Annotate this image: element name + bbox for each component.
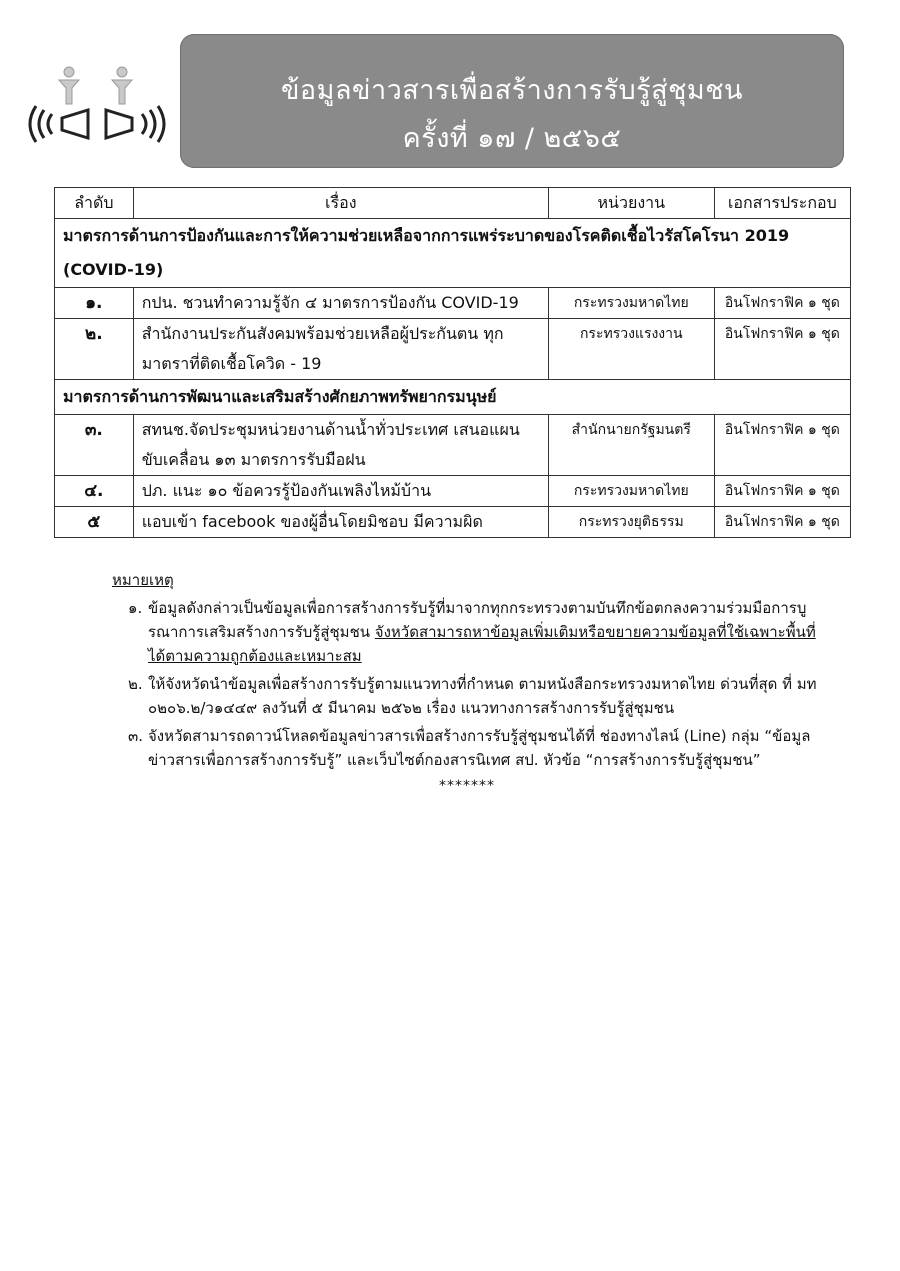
row-title: แอบเข้า facebook ของผู้อื่นโดยมิชอบ มีความผิด <box>133 507 548 538</box>
title-banner <box>180 34 844 168</box>
table-row <box>55 319 851 380</box>
news-table <box>54 187 851 538</box>
row-doc: อินโฟกราฟิค ๑ ชุด <box>714 476 850 507</box>
row-title: สทนช.จัดประชุมหน่วยงานด้านน้ำทั่วประเทศ เสนอแผนขับเคลื่อน ๑๓ มาตรการรับมือฝน <box>133 415 548 476</box>
note-text: ข้อมูลดังกล่าวเป็นข้อมูลเพื่อการสร้างการรับรู้ที่มาจากทุกกระทรวงตามบันทึกข้อตกลงความร่วมมือการบูรณาการเสริมสร้างการรับรู้สู่ชุมชน <box>148 599 807 641</box>
section-human-resources: มาตรการด้านการพัฒนาและเสริมสร้างศักยภาพทรัพยากรมนุษย์ <box>55 380 851 415</box>
row-title: สำนักงานประกันสังคมพร้อมช่วยเหลือผู้ประกันตน ทุกมาตราที่ติดเชื้อโควิด - 19 <box>133 319 548 380</box>
header-doc: เอกสารประกอบ <box>714 188 850 219</box>
issue-number: ครั้งที่ ๑๗ / ๒๕๖๕ <box>402 123 622 154</box>
note-text: ให้จังหวัดนำข้อมูลเพื่อสร้างการรับรู้ตามแนวทางที่กำหนด ตามหนังสือกระทรวงมหาดไทย ด่วนที่สุด ที่ มท ๐๒๐๖.๒/ว๑๔๔๙ ลงวันที่ ๕ มีนาคม ๒๕๖๒ เรื่อง แนวทางการสร้างการรับรู้สู่ชุมชน <box>148 675 817 717</box>
people-megaphone-logo-icon <box>22 60 172 150</box>
note-number: ๓. <box>128 727 144 745</box>
row-no: ๑. <box>55 288 134 319</box>
row-doc: อินโฟกราฟิค ๑ ชุด <box>714 507 850 538</box>
row-title: กปน. ชวนทำความรู้จัก ๔ มาตรการป้องกัน COVID-19 <box>133 288 548 319</box>
section-covid: มาตรการด้านการป้องกันและการให้ความช่วยเหลือจากการแพร่ระบาดของโรคติดเชื้อไวรัสโคโรนา 2019 (COVID-19) <box>55 219 851 288</box>
table-row <box>55 507 851 538</box>
row-no: ๓. <box>55 415 134 476</box>
note-number: ๑. <box>128 599 143 617</box>
row-doc: อินโฟกราฟิค ๑ ชุด <box>714 288 850 319</box>
notes-section <box>112 568 822 798</box>
row-no: ๕ <box>55 507 134 538</box>
table-row <box>55 415 851 476</box>
note-item <box>112 672 822 720</box>
page-title: ข้อมูลข่าวสารเพื่อสร้างการรับรู้สู่ชุมชน <box>280 75 744 106</box>
table-header-row <box>55 188 851 219</box>
header-agency: หน่วยงาน <box>548 188 714 219</box>
table-row <box>55 288 851 319</box>
row-agency: กระทรวงยุติธรรม <box>548 507 714 538</box>
section-row <box>55 380 851 415</box>
notes-title: หมายเหตุ <box>112 571 174 589</box>
note-number: ๒. <box>128 675 143 693</box>
row-agency: กระทรวงมหาดไทย <box>548 288 714 319</box>
row-doc: อินโฟกราฟิค ๑ ชุด <box>714 319 850 380</box>
note-item <box>112 596 822 668</box>
row-title: ปภ. แนะ ๑๐ ข้อควรรู้ป้องกันเพลิงไหม้บ้าน <box>133 476 548 507</box>
section-row <box>55 219 851 288</box>
note-underlined-text: จังหวัดสามารถหาข้อมูลเพิ่มเติมหรือขยายความข้อมูลที่ใช้เฉพาะพื้นที่ได้ตามความถูกต้องและเหมาะสม <box>148 623 816 665</box>
row-agency: กระทรวงแรงงาน <box>548 319 714 380</box>
row-agency: กระทรวงมหาดไทย <box>548 476 714 507</box>
logo <box>22 60 172 150</box>
row-doc: อินโฟกราฟิค ๑ ชุด <box>714 415 850 476</box>
table-row <box>55 476 851 507</box>
row-agency: สำนักนายกรัฐมนตรี <box>548 415 714 476</box>
header-no: ลำดับ <box>55 188 134 219</box>
note-item <box>112 724 822 772</box>
row-no: ๒. <box>55 319 134 380</box>
header-title: เรื่อง <box>133 188 548 219</box>
note-text: จังหวัดสามารถดาวน์โหลดข้อมูลข่าวสารเพื่อสร้างการรับรู้สู่ชุมชนได้ที่ ช่องทางไลน์ (Line) กลุ่ม “ข้อมูลข่าวสารเพื่อการสร้างการรับรู้” และเว็บไซต์กองสารนิเทศ สป. หัวข้อ “การสร้างการรับรู้สู่ชุมชน” <box>148 727 811 769</box>
end-mark: ******* <box>439 778 495 794</box>
row-no: ๔. <box>55 476 134 507</box>
